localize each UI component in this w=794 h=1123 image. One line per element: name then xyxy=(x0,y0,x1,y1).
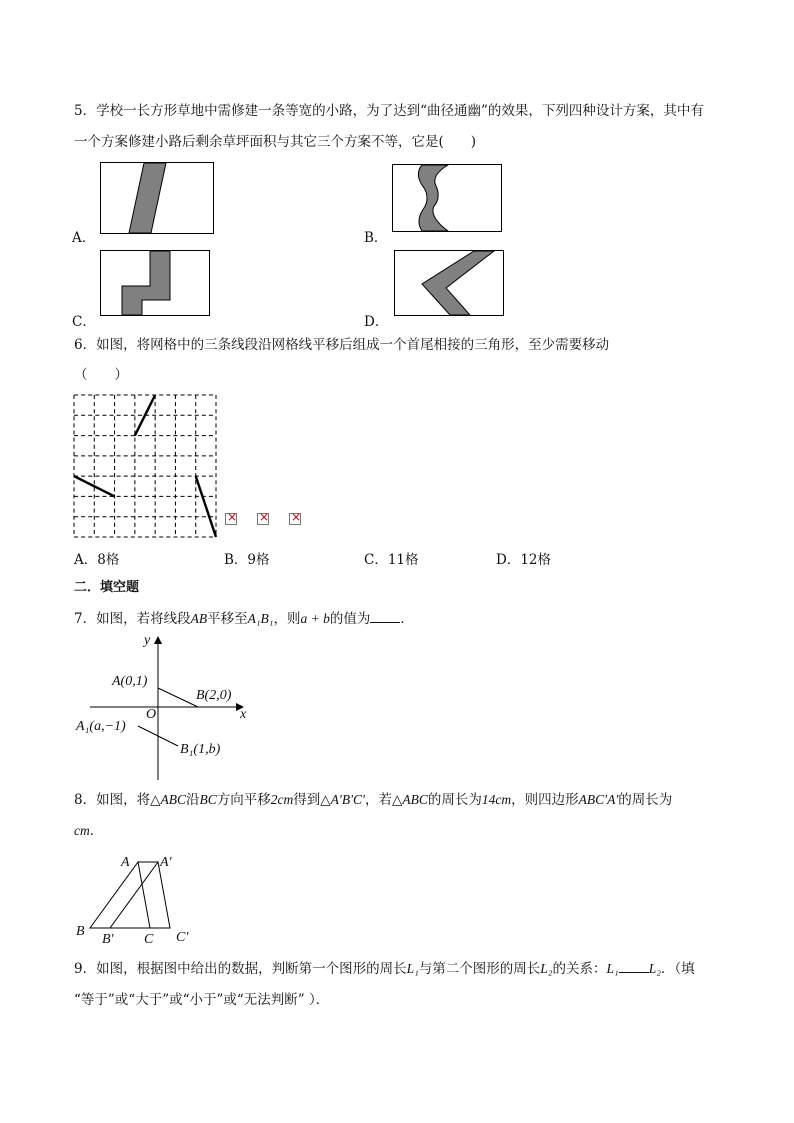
q5-option-a: A． xyxy=(72,230,96,246)
broken-image-icon xyxy=(289,513,301,525)
q6-grid-figure xyxy=(74,395,216,537)
answer-blank[interactable] xyxy=(370,610,400,623)
q5-line2: 一个方案修建小路后剩余草坪面积与其它三个方案不等，它是( ) xyxy=(74,134,477,150)
q5-figure-c xyxy=(100,250,210,316)
q8-translation-figure xyxy=(84,852,204,942)
q8-line2: cm． xyxy=(74,823,104,839)
point-b1-label: B₁(1,b) xyxy=(180,742,221,757)
broken-image-icon xyxy=(225,513,237,525)
q5-option-c: C． xyxy=(72,314,96,330)
label-c: C xyxy=(144,932,154,947)
q5-line1: 5．学校一长方形草地中需修建一条等宽的小路，为了达到“曲径通幽”的效果，下列四种设计方案，其中有 xyxy=(74,103,704,119)
q5-figure-b xyxy=(392,164,502,232)
origin-label: O xyxy=(146,707,157,722)
y-axis-label: y xyxy=(144,633,151,648)
answer-blank[interactable] xyxy=(619,960,649,973)
q5-option-d: D． xyxy=(364,314,389,330)
label-c-prime: C′ xyxy=(176,930,189,945)
q6-option-b: B．9格 xyxy=(224,552,270,568)
point-a1-label: A₁(a,−1) xyxy=(76,719,126,734)
q9-line2: “等于”或“大于”或“小于”或“无法判断” ）． xyxy=(74,992,330,1008)
q7-line: 7．如图，若将线段AB平移至A₁B₁，则a + b的值为 ． xyxy=(74,611,414,627)
label-b: B xyxy=(76,924,85,939)
q6-option-a: A．8格 xyxy=(74,552,120,568)
label-a: A xyxy=(121,855,130,870)
point-a-label: A(0,1) xyxy=(112,674,148,689)
q6-option-d: D．12格 xyxy=(496,552,552,568)
label-a-prime: A′ xyxy=(160,855,172,870)
q5-figure-d xyxy=(394,250,504,316)
broken-image-icon xyxy=(257,513,269,525)
point-b-label: B(2,0) xyxy=(196,688,232,703)
q6-line1: 6．如图，将网格中的三条线段沿网格线平移后组成一个首尾相接的三角形，至少需要移动 xyxy=(74,337,610,353)
x-axis-label: x xyxy=(240,707,247,722)
q9-line1: 9．如图，根据图中给出的数据，判断第一个图形的周长L₁与第二个图形的周长L₂的关系：L₁ L₂．（填 xyxy=(74,961,695,977)
section-title: 二．填空题 xyxy=(74,580,140,595)
label-b-prime: B′ xyxy=(102,932,114,947)
q5-figure-a xyxy=(100,162,214,234)
q5-option-b: B． xyxy=(364,230,388,246)
q6-option-c: C．11格 xyxy=(364,552,419,568)
q7-coordinate-figure xyxy=(70,632,260,782)
q6-line2: （ ） xyxy=(74,367,128,383)
q8-line1: 8．如图，将△ABC沿BC方向平移2cm得到△A′B′C′，若△ABC的周长为14cm，则四边形ABC′A′的周长为 xyxy=(74,792,673,808)
